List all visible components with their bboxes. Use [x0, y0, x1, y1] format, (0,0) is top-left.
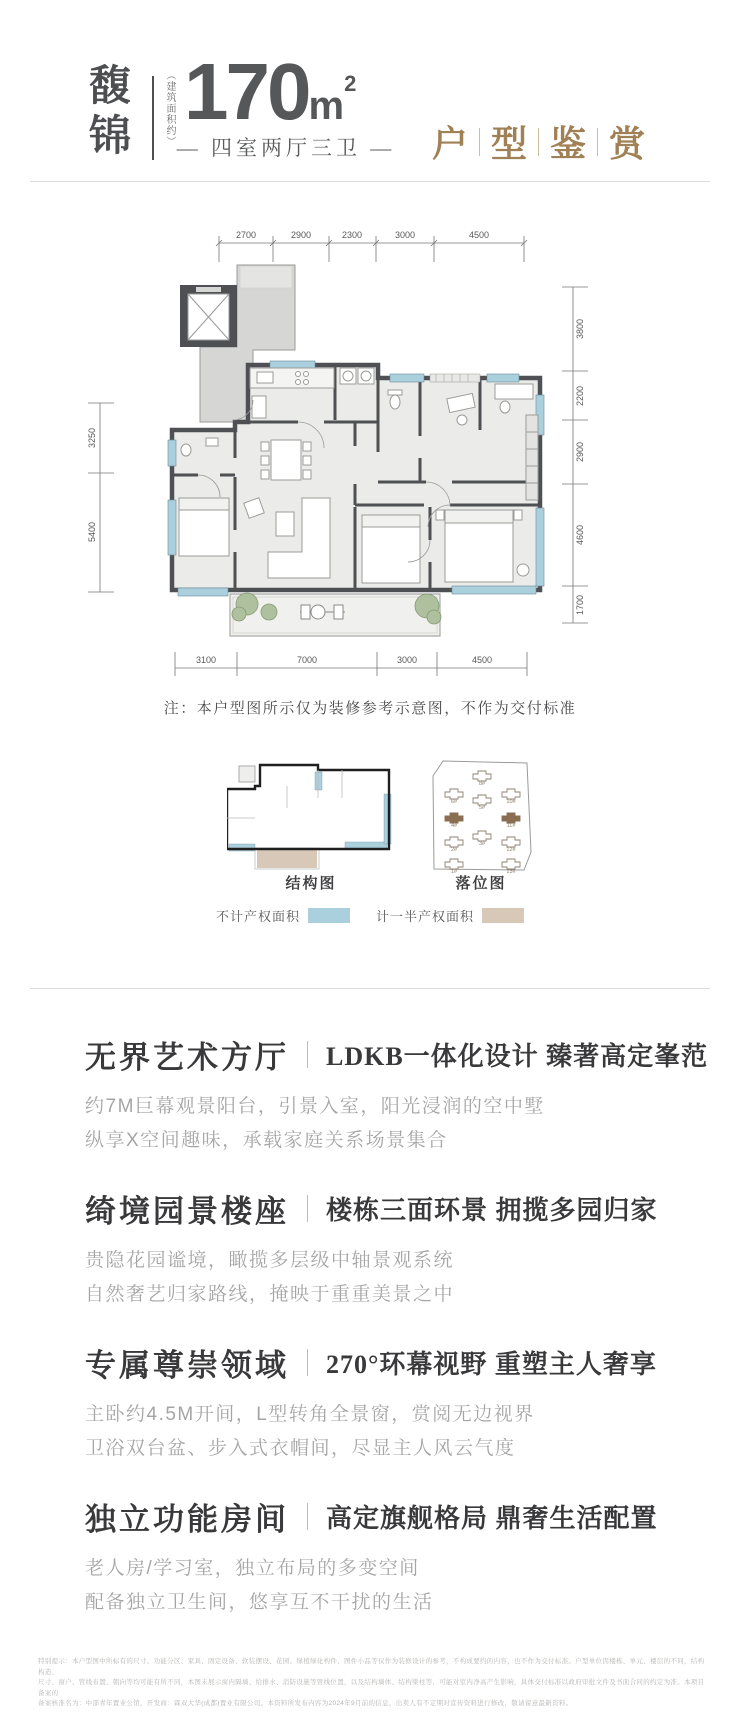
page-title: 户 型 鉴 赏 — [431, 124, 645, 164]
section-divider — [307, 1195, 308, 1222]
section-line: 贵隐花园谧境，瞰揽多层级中轴景观系统 — [85, 1250, 455, 1271]
svg-text:2900: 2900 — [575, 441, 585, 463]
header-rule — [30, 181, 710, 182]
svg-text:3250: 3250 — [87, 427, 97, 449]
svg-text:4500: 4500 — [471, 655, 493, 665]
svg-text:2200: 2200 — [575, 385, 585, 407]
svg-text:4500: 4500 — [468, 230, 490, 240]
legend-item-half-area: 计一半产权面积 — [376, 906, 524, 925]
area-approx-label: （建筑面积约） — [164, 70, 175, 147]
disclaimer-line: 尺寸、窗户、管线布置、朝向等均可能有所不同，本图未展示窗内隔墙、给排水、消防设施等管线位置，以及结构墙体、结构梁柱等，可能对室内净高产生影响，具体交付标准以政府审批文件及书面合同的约定为准。本项目备案的 — [38, 1679, 705, 1697]
legend-swatch-tan — [482, 908, 524, 923]
floorplan-drawing — [0, 200, 740, 690]
section-divider — [307, 1349, 308, 1376]
section-line: 自然奢艺归家路线，掩映于重重美景之中 — [85, 1284, 455, 1305]
svg-text:11#: 11# — [506, 823, 516, 829]
section-subtitle: 高定旗舰格局 鼎奢生活配置 — [326, 1503, 658, 1533]
svg-text:6#: 6# — [450, 799, 458, 805]
svg-text:5#: 5# — [478, 805, 486, 811]
feature-sections — [85, 1032, 709, 1648]
svg-text:3#: 3# — [478, 841, 486, 847]
section-rule — [30, 988, 710, 989]
svg-text:3100: 3100 — [195, 655, 217, 665]
section-line: 主卧约4.5M开间，L型转角全景窗，赏阅无边视界 — [85, 1404, 535, 1425]
area-value: 170m2 — [184, 47, 357, 136]
no-area-zones — [229, 772, 391, 851]
screen-strip — [430, 374, 480, 382]
legend-item-no-area: 不计产权面积 — [216, 906, 350, 925]
structure-diagram — [227, 758, 395, 872]
legend-swatch-blue — [308, 908, 350, 923]
feature-section — [85, 1494, 670, 1620]
svg-text:4600: 4600 — [575, 524, 585, 546]
brand-logo — [84, 62, 136, 162]
svg-text:13#: 13# — [506, 869, 516, 875]
section-divider — [307, 1503, 308, 1530]
legal-disclaimer — [38, 1657, 706, 1710]
svg-text:8#: 8# — [478, 781, 486, 787]
section-title: 独立功能房间 — [85, 1501, 289, 1537]
section-subtitle: 270°环幕视野 重塑主人奢享 — [326, 1349, 657, 1379]
structure-diagram-label: 结构图 — [285, 875, 337, 892]
elevator-shaft — [180, 285, 237, 347]
feature-section — [85, 1340, 670, 1466]
svg-text:4#: 4# — [450, 823, 458, 829]
svg-text:2900: 2900 — [290, 230, 312, 240]
svg-text:2700: 2700 — [235, 230, 257, 240]
location-diagram-label: 落位图 — [455, 875, 507, 892]
section-line: 老人房/学习室，独立布局的多变空间 — [85, 1558, 420, 1579]
disclaimer-line: 备案核准名为：中部青年置业公馆，开发商：霖双大华(成都)置业有限公司。本资料所发布内容为2024年9月前的信息，出卖人有不定期对宣传资料进行修改，敬请留意最新资料。 — [38, 1700, 573, 1707]
room-layout-label: — 四室两厅三卫 — — [176, 136, 396, 160]
section-line: 纵享X空间趣味，承载家庭关系场景集合 — [85, 1130, 448, 1151]
section-title: 绮境园景楼座 — [85, 1193, 289, 1229]
feature-section — [85, 1186, 670, 1312]
svg-text:2300: 2300 — [341, 230, 363, 240]
area-legend — [0, 906, 740, 925]
feature-section — [85, 1032, 709, 1158]
svg-text:1#: 1# — [450, 869, 458, 875]
brand-char: 馥 — [88, 64, 131, 110]
svg-text:10#: 10# — [506, 799, 516, 805]
section-line: 卫浴双台盆、步入式衣帽间，尽显主人风云气度 — [85, 1438, 516, 1459]
svg-text:12#: 12# — [506, 847, 516, 853]
balcony-seating — [300, 605, 345, 619]
disclaimer-line: 特别提示：本户型图中所标有的尺寸、功能分区、家具、固定设备、软装摆设、花园、绿植绿化构件、图件小品等仅作为装修设计的参考，不构成要约的内容，也不作为交付标准。户型单位因楼栋、单元、楼层的不同，结构构造、 — [38, 1658, 705, 1676]
section-title: 无界艺术方厅 — [85, 1039, 289, 1075]
svg-text:2#: 2# — [450, 847, 458, 853]
section-line: 约7M巨幕观景阳台，引景入室，阳光浸润的空中墅 — [85, 1096, 545, 1117]
brand-char: 锦 — [88, 114, 131, 160]
section-subtitle: LDKB一体化设计 臻著高定峯范 — [326, 1041, 709, 1071]
svg-text:3000: 3000 — [394, 230, 416, 240]
section-line: 配备独立卫生间，悠享互不干扰的生活 — [85, 1592, 434, 1613]
floorplan-note: 注：本户型图所示仅为装修参考示意图，不作为交付标准 — [163, 700, 577, 717]
section-title: 专属尊崇领域 — [85, 1347, 289, 1383]
svg-text:3000: 3000 — [396, 655, 418, 665]
svg-text:1700: 1700 — [575, 594, 585, 616]
svg-text:3800: 3800 — [575, 318, 585, 340]
section-subtitle: 楼栋三面环景 拥揽多园归家 — [326, 1195, 658, 1225]
half-area-zone — [257, 850, 317, 868]
svg-text:5400: 5400 — [87, 521, 97, 543]
brand-divider — [152, 76, 154, 160]
svg-text:7000: 7000 — [296, 655, 318, 665]
section-divider — [307, 1041, 308, 1068]
location-diagram — [425, 756, 537, 876]
